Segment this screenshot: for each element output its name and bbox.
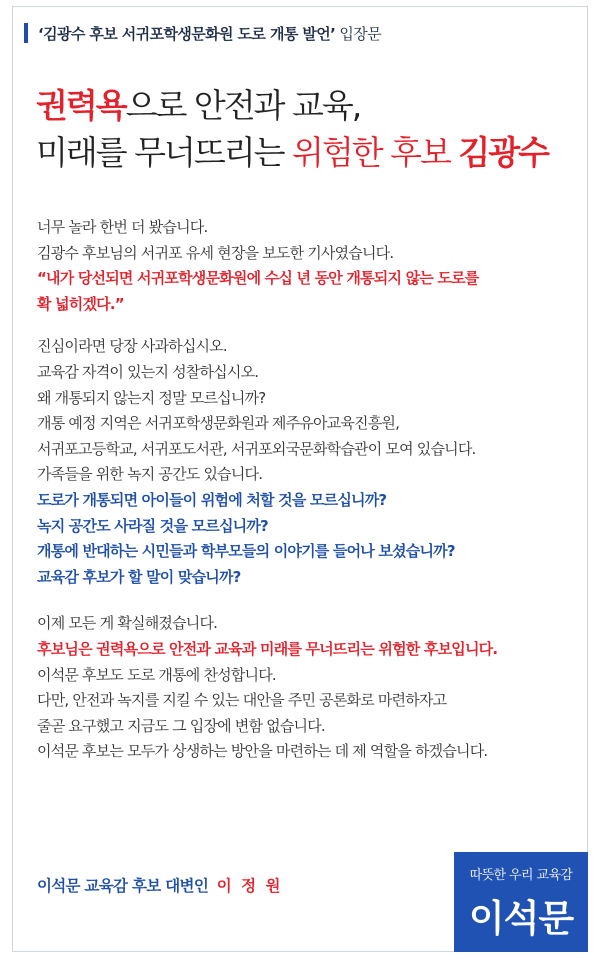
header-accent-bar [24,23,28,43]
body-line: 개통 예정 지역은 서귀포학생문화원과 제주유아교육진흥원, [37,414,400,433]
emphasis-line: 후보님은 권력욕으로 안전과 교육과 미래를 무너뜨리는 위험한 후보입니다. [37,639,498,658]
quote-line: 확 넓히겠다.” [37,294,124,313]
statement-header [24,22,381,44]
paragraph-2 [37,334,582,590]
body-line: 가족들을 위한 녹지 공간도 있습니다. [37,465,263,484]
question-line: 녹지 공간도 사라질 것을 모르십니까? [37,516,268,535]
body-line: 이제 모든 게 확실해졌습니다. [37,614,218,633]
signature-name: 이 정 원 [216,877,283,895]
headline-keyword: 권력욕 [36,86,126,125]
body-line: 서귀포고등학교, 서귀포도서관, 서귀포외국문화학습관이 모여 있습니다. [37,439,476,458]
headline [36,82,576,176]
header-suffix: 입장문 [339,24,382,43]
paragraph-1 [37,215,582,317]
headline-candidate-name: 김광수 [458,133,549,172]
body-line: 진심이라면 당장 사과하십시오. [37,337,227,356]
question-line: 교육감 후보가 할 말이 맞습니까? [37,567,241,586]
quote-line: “내가 당선되면 서귀포학생문화원에 수십 년 동안 개통되지 않는 도로를 [37,269,479,288]
body-line: 다만, 안전과 녹지를 지킬 수 있는 대안을 주민 공론화로 마련하자고 [37,691,447,710]
body-line: 이석문 후보도 도로 개통에 찬성합니다. [37,665,276,684]
candidate-badge [454,852,588,952]
question-line: 도로가 개통되면 아이들이 위험에 처할 것을 모르십니까? [37,490,387,509]
paragraph-3 [37,611,582,765]
question-line: 개통에 반대하는 시민들과 학부모들의 이야기를 들어나 보셨습니까? [37,542,455,561]
body-line: 교육감 자격이 있는지 성찰하십시오. [37,362,259,381]
headline-line-1 [36,82,576,129]
badge-slogan: 따뜻한 우리 교육감 [469,868,573,883]
headline-line-1-rest: 으로 안전과 교육, [125,86,361,125]
badge-candidate-name: 이석문 [468,897,574,940]
signature-role: 이석문 교육감 후보 대변인 [37,877,209,895]
header-title: ‘김광수 후보 서귀포학생문화원 도로 개통 발언’ [38,24,336,43]
statement-body [37,215,582,765]
body-line: 왜 개통되지 않는지 정말 모르십니까? [37,388,266,407]
body-line: 김광수 후보님의 서귀포 유세 현장을 보도한 기사였습니다. [37,243,394,262]
body-line: 줄곧 요구했고 지금도 그 입장에 변함 없습니다. [37,716,325,735]
body-line: 이석문 후보는 모두가 상생하는 방안을 마련하는 데 제 역할을 하겠습니다. [37,742,488,761]
headline-danger-phrase: 위험한 후보 [292,133,450,172]
body-line: 너무 놀라 한번 더 봤습니다. [37,218,208,236]
headline-line-2-plain: 미래를 무너뜨리는 [36,133,293,172]
headline-line-2 [36,129,576,176]
spokesperson-signature [37,874,283,896]
header-label [38,23,381,44]
